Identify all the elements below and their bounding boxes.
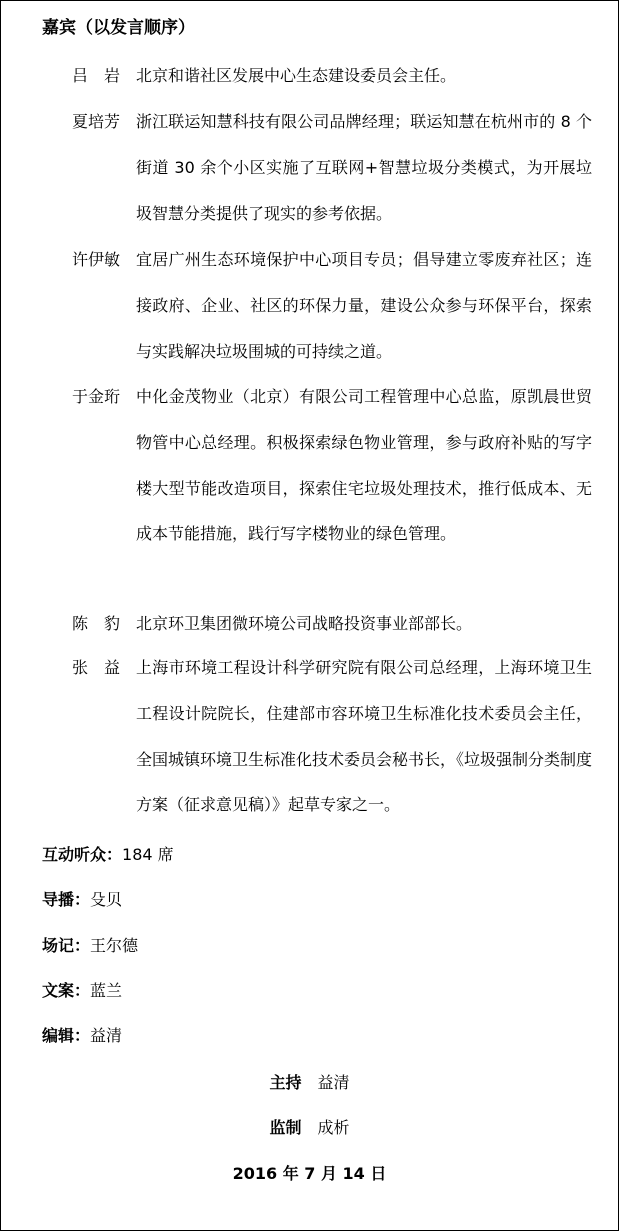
credit-label: 导播：: [42, 890, 91, 909]
guest-description: 北京环卫集团微环境公司战略投资事业部部长。: [136, 614, 473, 633]
publication-date: 2016 年 7 月 14 日: [232, 1164, 387, 1183]
guests-heading: 嘉宾（以发言顺序）: [42, 18, 195, 38]
credit-editor: [42, 1023, 122, 1049]
credit-label: 编辑：: [42, 1026, 91, 1045]
supervisor-label: 监制: [269, 1118, 302, 1137]
guest-name: 于金珩: [72, 387, 121, 406]
credit-value: 殳贝: [90, 890, 123, 909]
credit-audience: [42, 842, 174, 868]
guest-description: 中化金茂物业（北京）有限公司工程管理中心总监，原凯晨世贸物管中心总经理。积极探索绿色物业管理，参与政府补贴的写字楼大型节能改造项目，探索住宅垃圾处理技术，推行低成本、无成本节能措施，践行写字楼物业的绿色管理。: [136, 387, 592, 544]
guest-entry: [72, 645, 592, 828]
credit-value: 王尔德: [90, 936, 139, 955]
credit-label: 互动听众：: [42, 845, 123, 864]
guest-description: 宜居广州生态环境保护中心项目专员；倡导建立零废弃社区；连接政府、企业、社区的环保力量，建设公众参与环保平台，探索与实践解决垃圾围城的可持续之道。: [136, 250, 592, 361]
credit-recorder: [42, 933, 138, 959]
guest-entry: [72, 53, 592, 99]
guest-name: 许伊敏: [72, 250, 121, 269]
host-value: 益清: [317, 1073, 350, 1092]
guest-name: 吕 岩: [72, 66, 121, 85]
supervisor-line: [1, 1115, 618, 1141]
guest-name: 张 益: [72, 658, 121, 677]
guest-entry: [72, 237, 592, 374]
credit-value: 益清: [90, 1026, 123, 1045]
guest-entry: [72, 601, 592, 647]
guest-name: 陈 豹: [72, 614, 121, 633]
host-line: [1, 1070, 618, 1096]
host-label: 主持: [269, 1073, 302, 1092]
credit-value: 184 席: [122, 845, 174, 864]
credit-value: 蓝兰: [90, 981, 123, 1000]
credit-label: 文案：: [42, 981, 91, 1000]
guest-description: 上海市环境工程设计科学研究院有限公司总经理，上海环境卫生工程设计院院长，住建部市容环境卫生标准化技术委员会主任，全国城镇环境卫生标准化技术委员会秘书长，《垃圾强制分类制度方案（征求意见稿）》起草专家之一。: [136, 658, 593, 815]
guest-name: 夏培芳: [72, 112, 121, 131]
credit-director: [42, 887, 122, 913]
credit-copywriter: [42, 978, 122, 1004]
guest-entry: [72, 374, 592, 557]
guest-description: 浙江联运知慧科技有限公司品牌经理；联运知慧在杭州市的 8 个街道 30 余个小区实施了互联网+智慧垃圾分类模式，为开展垃圾智慧分类提供了现实的参考依据。: [136, 112, 592, 223]
credit-label: 场记：: [42, 936, 91, 955]
guest-description: 北京和谐社区发展中心生态建设委员会主任。: [136, 66, 457, 85]
supervisor-value: 成析: [317, 1118, 350, 1137]
guest-entry: [72, 99, 592, 236]
